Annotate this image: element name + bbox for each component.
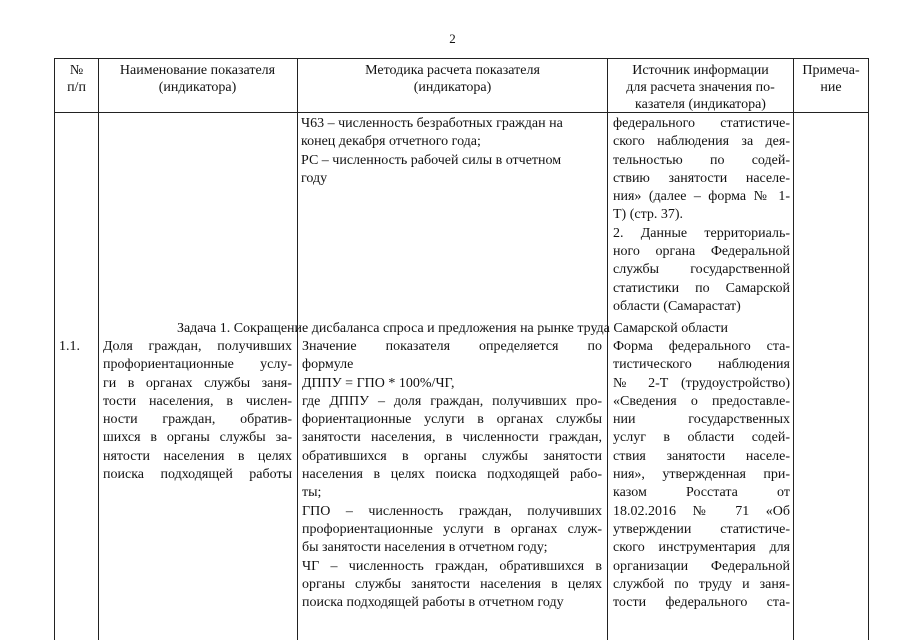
- row-source: Форма федерального ста- тистического наблюдения № 2-Т (трудоустройство) «Сведения о предоставле- нии государственных услуг в области содей- ствия занятости населе- ния», утвержденная при- казом Росстата от 18.02.2016 № 71 «Об утверждении статистиче- ского инструментария для организации Федеральной службой по труду и заня- тости федерального ста-: [613, 339, 790, 611]
- col-divider-1: [98, 58, 99, 640]
- task-heading: Задача 1. Сокращение дисбаланса спроса и предложения на рынке труда Самарской области: [176, 321, 729, 336]
- table-left-border: [54, 58, 55, 640]
- table-right-border: [868, 58, 869, 640]
- col-divider-4: [793, 58, 794, 640]
- table-top-rule: [54, 58, 869, 59]
- row-number: 1.1.: [59, 339, 80, 354]
- col-divider-2: [297, 58, 298, 640]
- continuation-source: федерального статистиче- ского наблюдения за дея- тельностью по содей- ствию занятости населе- ния» (далее – форма № 1- Т) (стр. 37). 2. Данные территориаль- ного органа Федеральной службы государственной статистики по Самарской области (Самарастат): [613, 116, 790, 314]
- continuation-method: Ч63 – численность безработных граждан на конец декабря отчетного года; РС – численность рабочей силы в отчетном году: [301, 116, 563, 186]
- row-method: Значение показателя определяется по формуле ДППУ = ГПО * 100%/ЧГ, где ДППУ – доля граждан, получивших про- фориентационные услуги в органах службы занятости населения, в численности граждан, обратившихся в органы службы занятости населения в целях поиска подходящей рабо- ты; ГПО – численность граждан, получивших профориентационные услуги в органах служ- бы занятости населения в отчетном году; ЧГ – численность граждан, обратившихся в органы службы занятости населения в целях поиска подходящей работы в отчетном году: [302, 339, 602, 611]
- header-num: № п/п: [67, 63, 86, 95]
- header-method: Методика расчета показателя (индикатора): [365, 63, 540, 95]
- row-indicator-name: Доля граждан, получивших профориентационные услу- ги в органах службы заня- тости населения, в числен- ности граждан, обратив- шихся в органы службы за- нятости населения в целях поиска подходящей работы: [103, 339, 292, 483]
- header-source: Источник информации для расчета значения по- казателя (индикатора): [626, 63, 775, 112]
- header-note: Примеча- ние: [802, 63, 860, 95]
- header-name: Наименование показателя (индикатора): [119, 63, 276, 95]
- page-number: 2: [449, 31, 456, 46]
- col-divider-3: [607, 58, 608, 640]
